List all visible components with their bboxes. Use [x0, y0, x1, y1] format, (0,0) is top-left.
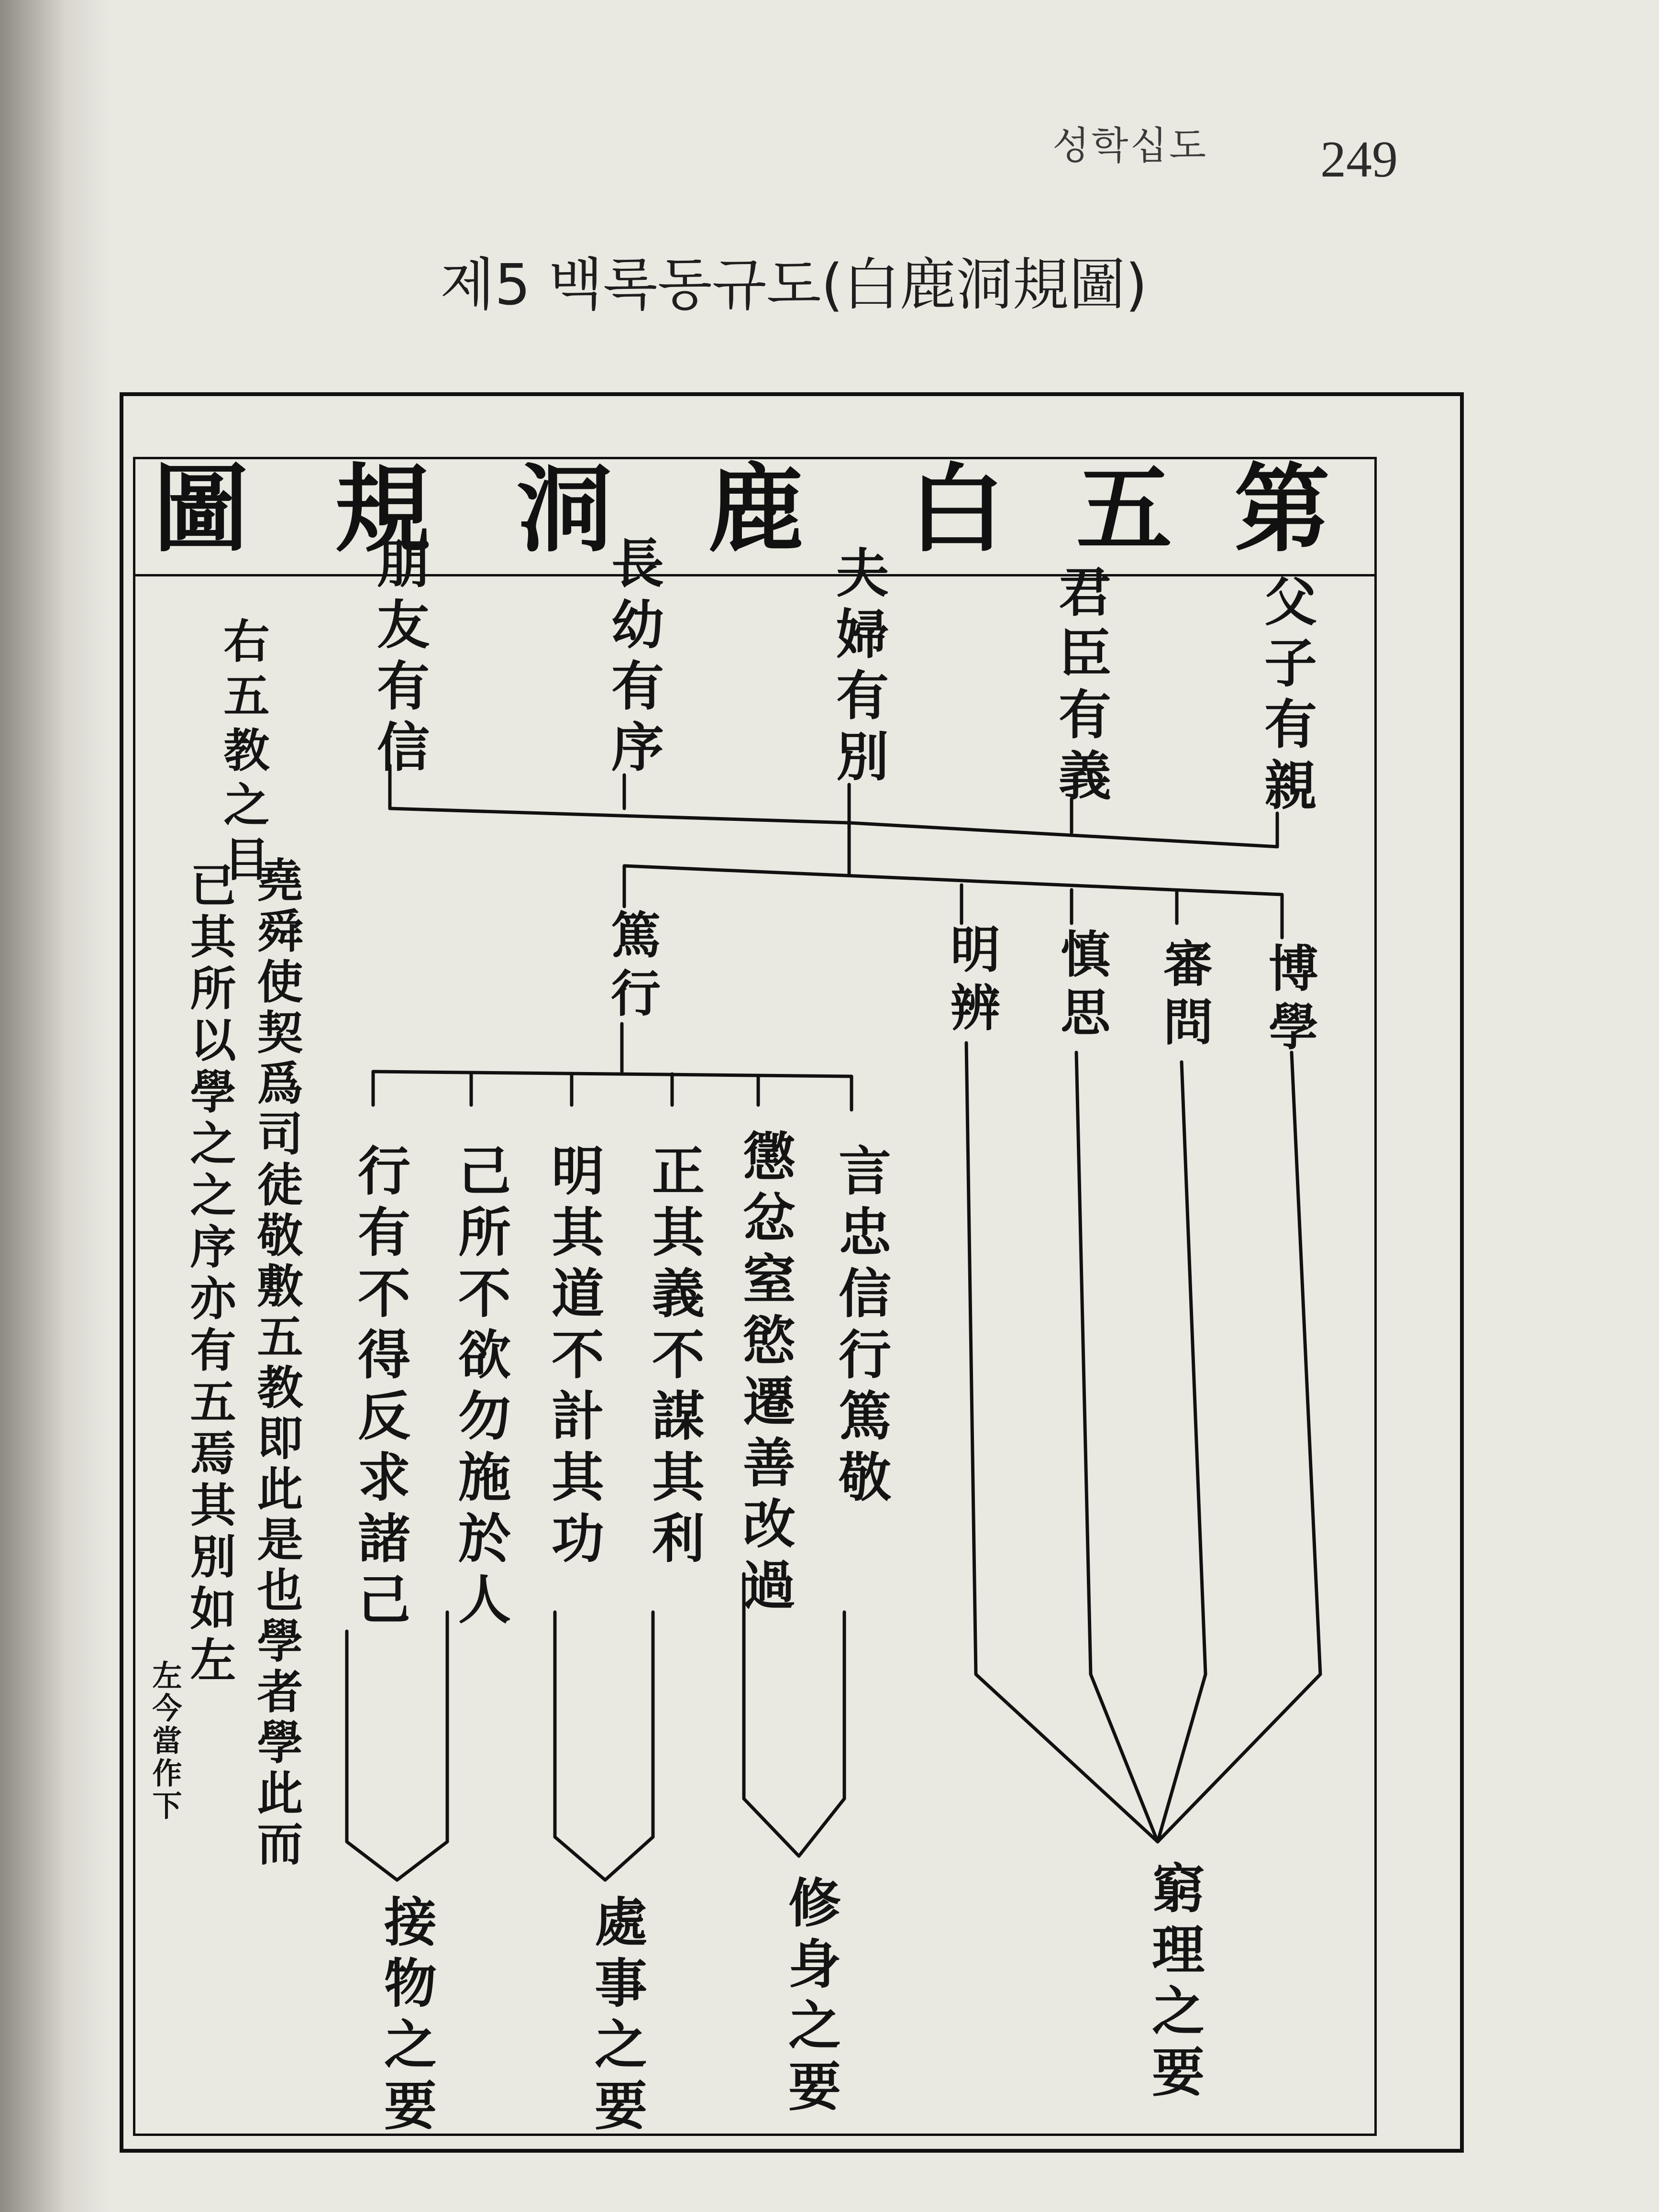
- banner-char-6: 五: [1076, 453, 1172, 565]
- relation-husband-wife: 夫婦有別: [828, 545, 889, 790]
- banner-char-7: 第: [1234, 453, 1330, 565]
- banner-char-2: 規: [334, 453, 431, 565]
- relation-father-son: 父子有親: [1256, 574, 1317, 819]
- relation-elder-younger: 長幼有序: [603, 536, 664, 781]
- method-broad-learning: 博學: [1260, 942, 1319, 1059]
- page-number: 249: [1320, 131, 1398, 188]
- method-careful-thought: 慎思: [1052, 928, 1111, 1045]
- banner-char-4: 鹿: [708, 453, 804, 565]
- outcome-dealing-with-people: 接物之要: [376, 1894, 437, 2139]
- practice-restrain-anger: 懲忿窒慾遷善改過: [734, 1129, 796, 1619]
- outcome-handling-affairs: 處事之要: [586, 1894, 648, 2139]
- side-text-column-2: 已其所以學之之序亦有五焉其別如左: [183, 861, 237, 1688]
- practice-self-reflection: 行有不得反求諸己: [349, 1143, 411, 1633]
- practice-the-way: 明其道不計其功: [543, 1143, 605, 1572]
- practice-golden-rule: 己所不欲勿施於人: [450, 1143, 511, 1633]
- chapter-title: 제5 백록동규도(白鹿洞規圖): [440, 252, 1148, 318]
- outcome-self-cultivation: 修身之要: [780, 1875, 841, 2120]
- side-text-column-1: 堯舜使契爲司徒敬敷五教即此是也學者學此而: [250, 856, 304, 1870]
- method-earnest-practice: 篤行: [602, 909, 661, 1026]
- running-title: 성학십도: [1052, 123, 1208, 168]
- outcome-investigating-principle: 窮理之要: [1143, 1861, 1205, 2106]
- banner-char-3: 洞: [516, 453, 612, 565]
- side-note: 左今當作下: [147, 1660, 182, 1823]
- banner-char-5: 白: [908, 453, 1005, 565]
- side-title: 右五教之目: [216, 617, 270, 890]
- practice-righteousness: 正其義不謀其利: [643, 1143, 705, 1572]
- relation-ruler-subject: 君臣有義: [1050, 564, 1112, 809]
- method-clear-discernment: 明辨: [942, 923, 1001, 1040]
- practice-speech-conduct: 言忠信行篤敬: [830, 1143, 892, 1511]
- relation-friends: 朋友有信: [368, 536, 430, 781]
- method-careful-inquiry: 審問: [1155, 938, 1214, 1054]
- banner-char-1: 圖: [153, 453, 249, 565]
